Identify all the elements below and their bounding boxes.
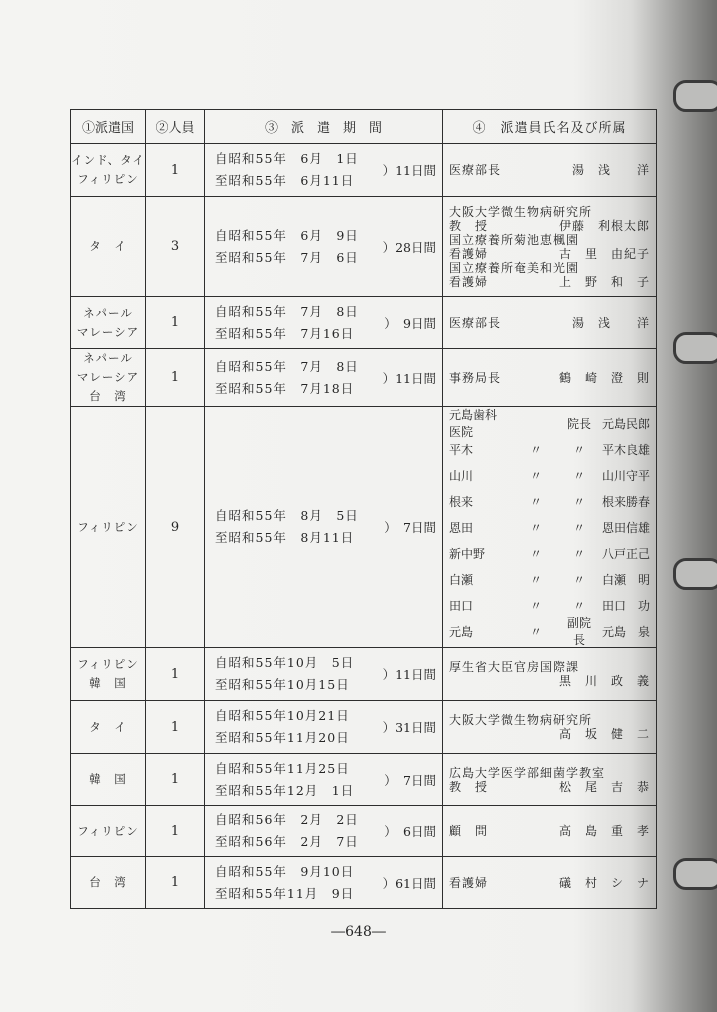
member-name: 古 里 由紀子 [558,246,650,261]
period-to: 至昭和55年10月15日 [215,677,350,692]
period-to: 至昭和55年11月20日 [215,730,350,745]
country-cell [71,857,146,909]
period-duration: ） 7日間 [384,772,436,788]
staff-name: 山川守平 [601,468,650,483]
table-row [71,648,657,701]
period-cell [205,407,443,648]
staff-role: 〃 [572,520,585,535]
staff-name: 八戸正己 [601,546,650,561]
member-name: 高 坂 健 二 [558,727,650,741]
period-dates [215,356,359,400]
period-cell [205,648,443,701]
period-from: 自昭和55年10月21日 [215,708,350,723]
member-affiliation: 大阪大学微生物病研究所 [449,204,593,219]
persons-cell: 1 [146,754,205,806]
staff-row [449,462,650,488]
staff-affiliation: 白瀬 [449,572,474,587]
binder-ring [673,80,717,112]
staff-name: 元島民郎 [601,416,650,431]
period-dates [215,148,359,192]
members-cell [443,349,657,407]
table-row [71,144,657,197]
country-name: マレーシア [76,370,140,384]
staff-affiliation: 平木 [449,442,474,457]
period-dates [215,705,350,749]
period-cell [205,806,443,857]
staff-row [449,408,650,439]
staff-affiliation: 元島歯科医院 [449,408,498,439]
table-row [71,407,657,648]
table-row [71,754,657,806]
ditto-mark: 〃 [529,442,542,457]
members-cell [443,197,657,297]
header-members: ④ 派遣員氏名及び所属 [443,110,657,144]
period-from: 自昭和55年 7月 8日 [215,303,359,319]
table-row [71,349,657,407]
country-cell [71,648,146,701]
staff-role: 〃 [572,546,585,561]
period-cell [205,754,443,806]
staff-row [449,616,650,647]
period-to: 至昭和55年 7月16日 [215,325,355,341]
period-from: 自昭和55年 7月 8日 [215,358,359,374]
staff-affiliation: 恩田 [449,520,474,535]
period-to: 至昭和55年 7月18日 [215,380,355,396]
member-name: 松 尾 吉 恭 [558,779,650,794]
country-name: フィリピン [77,657,139,671]
period-to: 至昭和56年 2月 7日 [215,834,359,849]
country-name: マレーシア [76,324,140,339]
member-name: 湯 浅 洋 [571,163,650,177]
persons-cell: 3 [146,197,205,297]
ditto-mark: 〃 [529,572,542,587]
period-to: 至昭和55年 8月11日 [215,530,355,545]
member-name: 鶴 崎 澄 則 [558,370,650,385]
staff-row [449,436,650,462]
country-name: フィリピン [77,823,139,838]
staff-row [449,514,650,540]
table-row [71,857,657,909]
member-affiliation: 国立療養所奄美和光園 [449,260,580,275]
country-name: 韓 国 [89,676,127,690]
persons-cell: 9 [146,407,205,648]
table-row [71,197,657,297]
period-dates [215,758,354,802]
staff-row [449,566,650,592]
ditto-mark: 〃 [529,468,542,483]
period-dates [215,505,359,549]
staff-name: 平木良雄 [601,442,650,457]
period-duration: ）31日間 [382,720,436,735]
period-from: 自昭和55年 6月 9日 [215,227,359,243]
ditto-mark: 〃 [529,624,542,639]
period-dates [215,652,354,696]
period-dates [215,225,359,269]
period-to: 至昭和55年 7月 6日 [215,249,359,265]
page-number: ―648― [331,924,386,940]
member-affiliation: 広島大学医学部細菌学教室 [449,765,606,780]
member-title: 看護婦 [449,274,489,289]
country-name: 台 湾 [89,389,127,403]
country-name: タ イ [89,719,127,734]
country-cell [71,349,146,407]
members-cell [443,857,657,909]
member-line [449,219,650,233]
period-dates [215,809,359,853]
member-name: 上 野 和 子 [558,274,650,289]
binder-ring [673,858,717,890]
staff-role: 〃 [572,494,585,509]
period-duration: ） 7日間 [384,520,436,535]
period-from: 自昭和55年 9月10日 [215,863,355,879]
staff-role: 〃 [572,442,585,457]
member-line [449,163,650,177]
period-from: 自昭和55年11月25日 [215,760,350,776]
members-cell [443,806,657,857]
period-from: 自昭和56年 2月 2日 [215,812,359,827]
members-cell [443,407,657,648]
country-name: インド、タイ [71,153,145,167]
staff-role: 院長 [566,416,591,431]
staff-role: 〃 [572,598,585,613]
country-cell [71,407,146,648]
header-period: ③ 派 遣 期 間 [205,110,443,144]
table-row [71,701,657,754]
staff-row [449,592,650,618]
ditto-mark: 〃 [529,598,542,613]
staff-affiliation: 根来 [449,494,474,509]
period-to: 至昭和55年11月 9日 [215,885,355,901]
member-title: 看護婦 [449,246,489,261]
member-line [449,780,650,794]
persons-cell: 1 [146,349,205,407]
members-cell [443,648,657,701]
period-to: 至昭和55年12月 1日 [215,782,355,798]
ditto-mark: 〃 [529,546,542,561]
table-header-row [71,110,657,144]
member-affiliation: 国立療養所菊池恵楓園 [449,232,580,247]
header-persons: ②人員 [146,110,205,144]
country-cell [71,297,146,349]
member-affiliation: 大阪大学微生物病研究所 [449,713,593,727]
members-cell [443,754,657,806]
member-name: 伊藤 利根太郎 [558,218,650,233]
binder-ring [673,332,717,364]
period-to: 至昭和55年 6月11日 [215,173,355,188]
country-cell [71,144,146,197]
table-row [71,297,657,349]
member-line [449,824,650,838]
period-duration: ） 6日間 [384,824,436,839]
period-cell [205,857,443,909]
member-name: 黒 川 政 義 [558,674,650,688]
member-name: 高 島 重 孝 [558,824,650,838]
member-line [449,247,650,261]
member-name: 湯 浅 洋 [571,315,650,330]
persons-cell: 1 [146,701,205,754]
staff-role: 〃 [572,572,585,587]
period-dates [215,301,359,345]
member-line [449,876,650,890]
members-cell [443,297,657,349]
member-title: 教 授 [449,218,489,233]
staff-affiliation: 田口 [449,598,474,613]
staff-role: 副院長 [566,616,591,647]
staff-row [449,540,650,566]
period-duration: ）61日間 [382,875,436,891]
country-name: ネパール [83,351,133,365]
country-name: フィリピン [77,519,139,534]
member-line [449,371,650,385]
period-cell [205,297,443,349]
country-cell [71,806,146,857]
ditto-mark: 〃 [529,494,542,509]
period-dates [215,861,354,905]
period-cell [205,701,443,754]
country-name: 韓 国 [89,772,127,786]
persons-cell: 1 [146,144,205,197]
member-title: 看護婦 [449,875,489,890]
staff-row [449,488,650,514]
staff-name: 恩田信雄 [601,520,650,535]
member-title: 事務局長 [449,370,502,385]
staff-affiliation: 山川 [449,468,474,483]
period-cell [205,144,443,197]
period-duration: ）11日間 [382,370,436,386]
country-cell [71,701,146,754]
member-title: 顧 問 [449,824,489,838]
period-from: 自昭和55年10月 5日 [215,655,355,670]
binder-ring [673,558,717,590]
staff-name: 白瀬 明 [601,572,650,587]
staff-affiliation: 元島 [449,624,474,639]
country-name: フィリピン [77,172,139,186]
member-title: 教 授 [449,779,489,794]
ditto-mark: 〃 [529,520,542,535]
staff-role: 〃 [572,468,585,483]
dispatch-table [70,109,657,909]
members-cell [443,144,657,197]
member-affiliation: 厚生省大臣官房国際課 [449,660,580,674]
period-duration: ） 9日間 [384,315,436,331]
staff-name: 根来勝春 [601,494,650,509]
country-name: ネパール [83,305,133,320]
table-row [71,806,657,857]
member-title: 医療部長 [449,315,502,330]
persons-cell: 1 [146,297,205,349]
staff-affiliation: 新中野 [449,546,486,561]
persons-cell: 1 [146,648,205,701]
country-name: 台 湾 [89,875,127,889]
members-cell [443,701,657,754]
country-cell [71,754,146,806]
country-cell [71,197,146,297]
period-from: 自昭和55年 6月 1日 [215,151,359,166]
member-name: 礒 村 シ ナ [558,875,650,890]
member-line [449,275,650,289]
header-country: ①派遣国 [71,110,146,144]
period-cell [205,349,443,407]
period-duration: ）11日間 [382,667,436,682]
staff-name: 田口 功 [601,598,650,613]
persons-cell: 1 [146,806,205,857]
persons-cell: 1 [146,857,205,909]
staff-name: 元島 泉 [601,624,650,639]
member-line [449,316,650,330]
period-duration: ）11日間 [382,163,436,178]
period-duration: ）28日間 [382,239,436,255]
period-cell [205,197,443,297]
member-title: 医療部長 [449,163,502,177]
country-name: タ イ [89,239,127,253]
period-from: 自昭和55年 8月 5日 [215,508,359,523]
